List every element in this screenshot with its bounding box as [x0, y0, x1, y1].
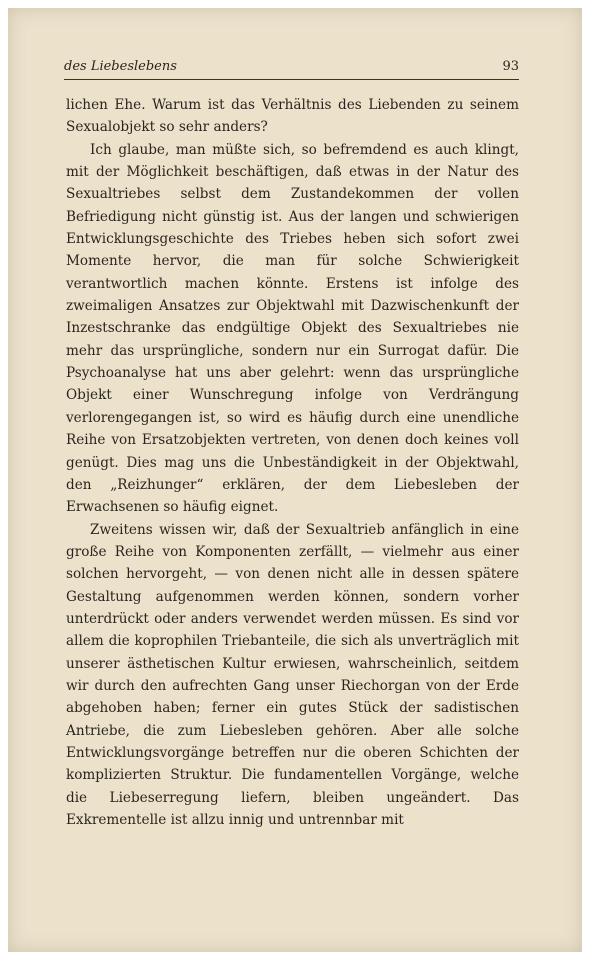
- book-page: [8, 8, 582, 952]
- paragraph-3: Zweitens wissen wir, daß der Sexualtrieb anfänglich in eine große Reihe von Komponenten zerfällt, — vielmehr aus einer solchen hervorgeht, — von denen nicht alle in dessen spätere Gestaltung aufgenommen werden können, sondern vorher unterdrückt oder anders verwendet werden müssen. Es sind vor allem die koprophilen Triebanteile, die sich als unverträglich mit unserer ästhetischen Kultur erwiesen, wahrscheinlich, seitdem wir durch den aufrechten Gang unser Riechorgan von der Erde abgehoben haben; ferner ein gutes Stück der sadistischen Antriebe, die zum Liebesleben gehören. Aber alle solche Entwicklungsvorgänge betreffen nur die oberen Schichten der komplizierten Struktur. Die fundamentellen Vorgänge, welche die Liebeserregung liefern, bleiben ungeändert. Das Exkrementelle ist allzu innig und untrennbar mit: [66, 521, 519, 828]
- running-head: [64, 56, 519, 78]
- body-text: [66, 94, 519, 831]
- paragraph-1: lichen Ehe. Warum ist das Verhältnis des Liebenden zu seinem Sexualobjekt so sehr anders?: [66, 97, 519, 136]
- page-number: 93: [502, 59, 519, 74]
- header-rule: [64, 79, 519, 80]
- paragraph-2: Ich glaube, man müßte sich, so befremdend es auch klingt, mit der Möglichkeit beschäftigen, daß etwas in der Natur des Sexualtriebes selbst dem Zustandekommen der vollen Befriedigung nicht günstig ist. Aus der langen und schwierigen Entwicklungsgeschichte des Triebes heben sich sofort zwei Momente hervor, die man für solche Schwierigkeit verantwortlich machen könnte. Erstens ist infolge des zweimaligen Ansatzes zur Objektwahl mit Dazwischenkunft der Inzestschranke das endgültige Objekt des Sexualtriebes nie mehr das ursprüngliche, sondern nur ein Surrogat dafür. Die Psychoanalyse hat uns aber gelehrt: wenn das ursprüngliche Objekt einer Wunschregung infolge von Verdrängung verlorengegangen ist, so wird es häufig durch eine unendliche Reihe von Ersatzobjekten vertreten, von denen doch keines voll genügt. Dies mag uns die Unbeständigkeit in der Objektwahl, den „Reizhunger“ erklären, der dem Liebesleben der Erwachsenen so häufig eignet.: [66, 141, 519, 516]
- running-head-title: des Liebeslebens: [64, 59, 177, 74]
